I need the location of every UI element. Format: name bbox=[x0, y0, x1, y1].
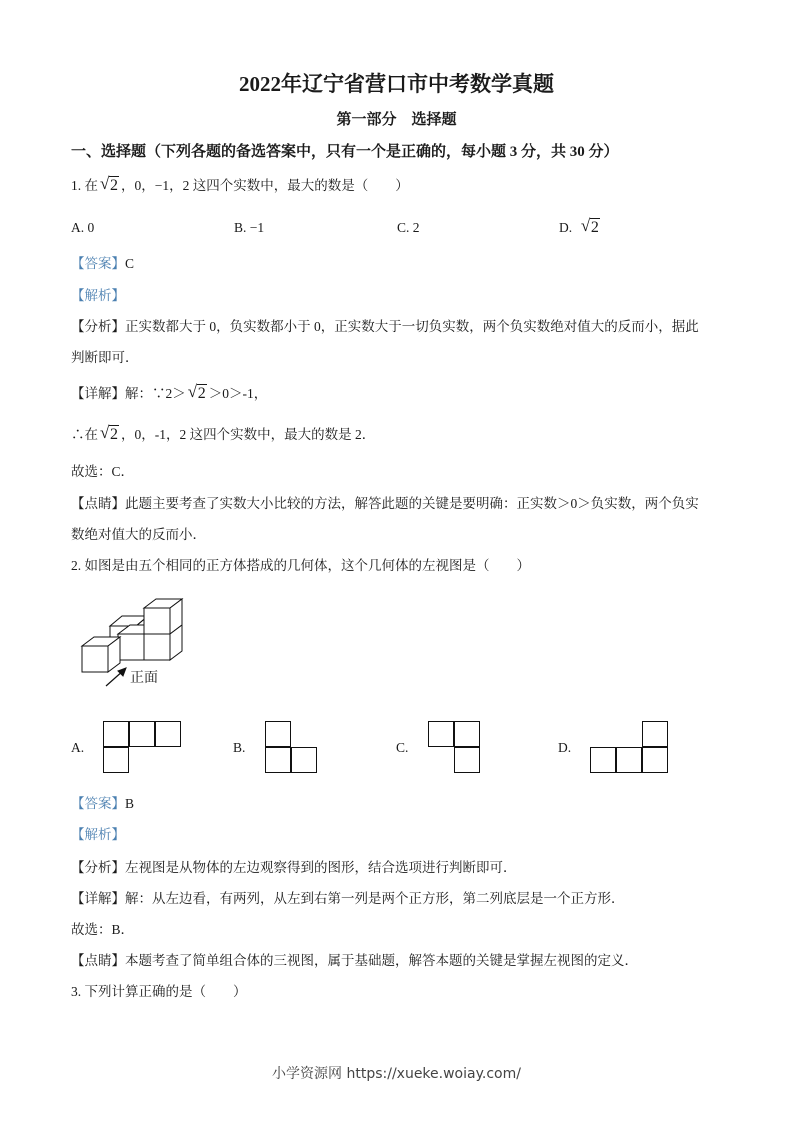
sqrt-symbol: √ 2 bbox=[100, 423, 118, 443]
sqrt-symbol: √ 2 bbox=[100, 174, 118, 194]
answer-label: 【答案】 bbox=[71, 256, 125, 271]
therefore-prefix: ∴在 bbox=[71, 427, 98, 442]
fenxi-label: 【分析】 bbox=[71, 860, 125, 875]
footer-watermark: 小学资源网 https://xueke.woiay.com/ bbox=[272, 1066, 521, 1082]
answer-label: 【答案】 bbox=[71, 796, 125, 811]
q1-stem-prefix: 1. 在 bbox=[71, 178, 98, 193]
xiangjie-suffix: ＞0＞-1， bbox=[208, 386, 268, 401]
q1-dianjing-cont: 数绝对值大的反而小． bbox=[71, 527, 206, 542]
cube-figure bbox=[78, 598, 188, 695]
answer-value: B bbox=[125, 796, 135, 811]
q2-option-a-label: A. bbox=[71, 740, 85, 755]
q3-stem: 3. 下列计算正确的是（ ） bbox=[71, 984, 247, 999]
q1-option-b: B. −1 bbox=[234, 220, 265, 235]
q2-fenxi bbox=[71, 858, 517, 878]
q2-stem: 2. 如图是由五个相同的正方体搭成的几何体，这个几何体的左视图是（ ） bbox=[71, 558, 530, 573]
xiangjie-text: 解：从左边看，有两列，从左到右第一列是两个正方形，第二列底层是一个正方形． bbox=[125, 891, 625, 906]
front-label: 正面 bbox=[130, 670, 158, 686]
q1-xiangjie bbox=[71, 384, 267, 404]
q1-answer bbox=[71, 254, 134, 274]
part-subtitle: 第一部分 选择题 bbox=[336, 112, 457, 128]
dianjing-text: 此题主要考查了实数大小比较的方法，解答此题的关键是要明确：正实数＞0＞负实数，两个负实 bbox=[125, 496, 699, 511]
xiangjie-prefix: 解：∵2＞ bbox=[125, 386, 186, 401]
fenxi-text: 左视图是从物体的左边观察得到的图形，结合选项进行判断即可． bbox=[125, 860, 517, 875]
q2-option-d-label: D. bbox=[558, 740, 572, 755]
q1-therefore bbox=[71, 425, 375, 445]
section-heading: 一、选择题（下列各题的备选答案中，只有一个是正确的，每小题 3 分，共 30 分） bbox=[71, 144, 619, 160]
answer-value: C bbox=[125, 256, 135, 271]
q2-option-b-label: B. bbox=[233, 740, 246, 755]
fenxi-text: 正实数都大于 0，负实数都小于 0，正实数大于一切负实数，两个负实数绝对值大的反而小，据此 bbox=[125, 319, 699, 334]
q1-stem bbox=[71, 176, 409, 196]
q2-answer bbox=[71, 794, 134, 814]
q2-analysis-label: 【解析】 bbox=[71, 827, 125, 842]
dianjing-label: 【点睛】 bbox=[71, 496, 125, 511]
q1-option-d bbox=[559, 218, 602, 238]
xiangjie-label: 【详解】 bbox=[71, 891, 125, 906]
q1-option-c: C. 2 bbox=[397, 220, 420, 235]
page-title: 2022年辽宁省营口市中考数学真题 bbox=[239, 72, 554, 96]
q1-fenxi bbox=[71, 317, 699, 337]
q1-option-d-label: D. bbox=[559, 220, 573, 235]
q1-analysis-label: 【解析】 bbox=[71, 288, 125, 303]
sqrt-symbol: √ 2 bbox=[580, 216, 599, 236]
q2-option-c-label: C. bbox=[396, 740, 409, 755]
q1-choose: 故选：C． bbox=[71, 464, 135, 479]
q2-xiangjie bbox=[71, 889, 625, 909]
q1-option-a: A. 0 bbox=[71, 220, 95, 235]
q2-dianjing bbox=[71, 951, 638, 971]
q2-choose: 故选：B． bbox=[71, 922, 135, 937]
dianjing-label: 【点睛】 bbox=[71, 953, 125, 968]
q1-stem-suffix: ，0，−1，2 这四个实数中，最大的数是（ ） bbox=[121, 178, 409, 193]
therefore-suffix: ，0，-1，2 这四个实数中，最大的数是 2． bbox=[121, 427, 376, 442]
dianjing-text: 本题考查了简单组合体的三视图，属于基础题，解答本题的关键是掌握左视图的定义． bbox=[125, 953, 638, 968]
q1-fenxi-cont: 判断即可． bbox=[71, 350, 139, 365]
xiangjie-label: 【详解】 bbox=[71, 386, 125, 401]
q1-dianjing bbox=[71, 494, 699, 514]
fenxi-label: 【分析】 bbox=[71, 319, 125, 334]
sqrt-symbol: √ 2 bbox=[187, 382, 206, 402]
